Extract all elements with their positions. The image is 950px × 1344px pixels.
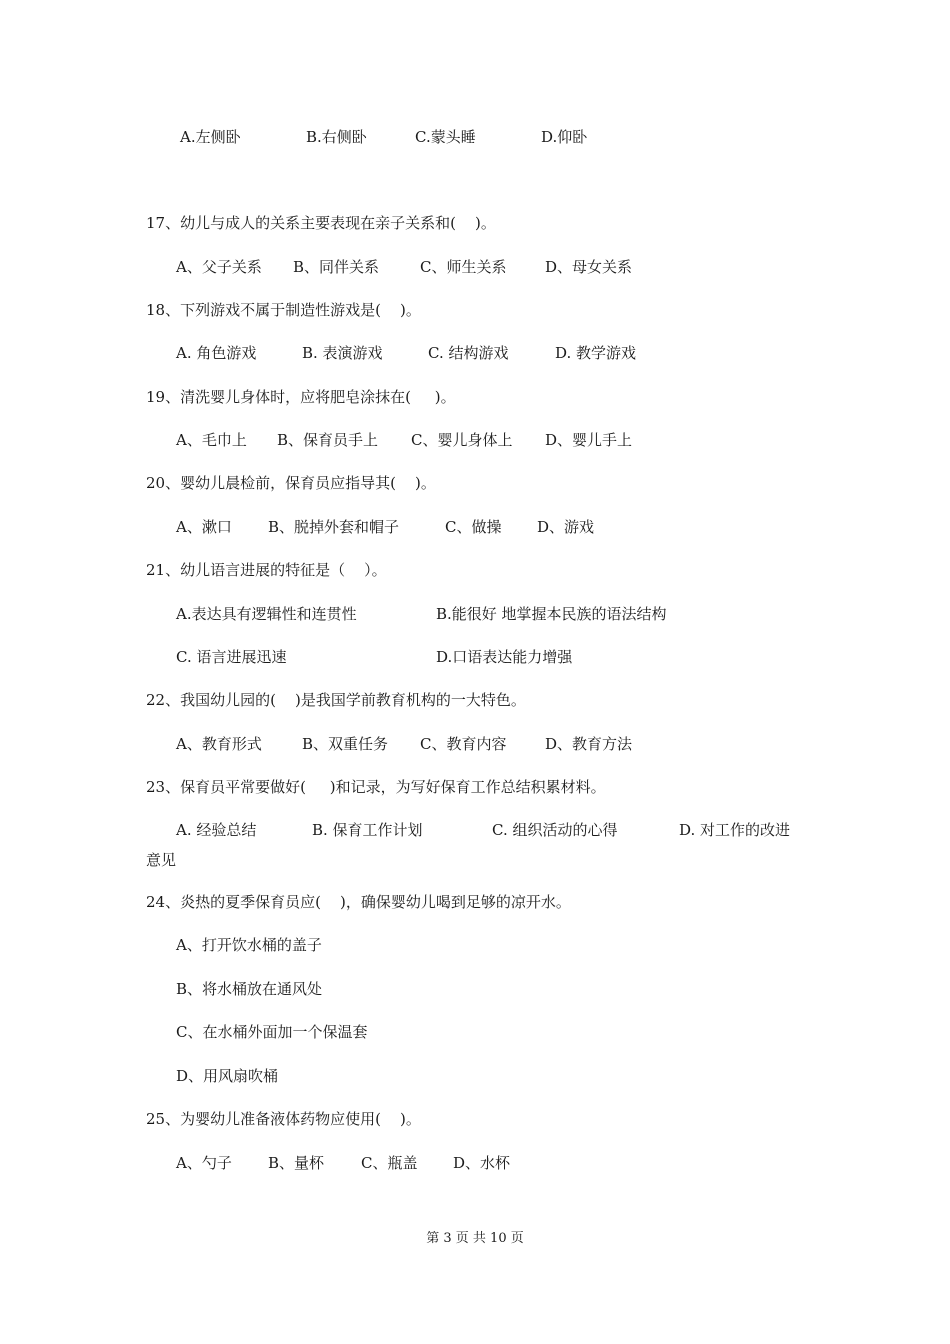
q25-option-c: C、瓶盖	[361, 1154, 418, 1172]
q21-option-b: B.能很好 地掌握本民族的语法结构	[436, 605, 667, 623]
q17-stem: 17、幼儿与成人的关系主要表现在亲子关系和( )。	[146, 214, 496, 232]
q25-option-b: B、量杯	[268, 1154, 325, 1172]
q22-stem: 22、我国幼儿园的( )是我国学前教育机构的一大特色。	[146, 691, 526, 709]
q17-option-d: D、母女关系	[545, 258, 633, 276]
q24-stem: 24、炎热的夏季保育员应( )，确保婴幼儿喝到足够的凉开水。	[146, 893, 571, 911]
q19-option-d: D、婴儿手上	[545, 431, 633, 449]
q23-stem: 23、保育员平常要做好( )和记录，为写好保育工作总结积累材料。	[146, 778, 606, 796]
q19-option-a: A、毛巾上	[176, 431, 247, 449]
q16-option-a: A.左侧卧	[180, 128, 241, 146]
q23-option-d: D. 对工作的改进	[679, 821, 791, 839]
q23-option-a: A. 经验总结	[176, 821, 257, 839]
q23-option-d-continuation: 意见	[146, 851, 177, 869]
q22-option-a: A、教育形式	[176, 735, 262, 753]
q18-stem: 18、下列游戏不属于制造性游戏是( )。	[146, 301, 421, 319]
q22-option-d: D、教育方法	[545, 735, 633, 753]
q21-option-a: A.表达具有逻辑性和连贯性	[176, 605, 357, 623]
q17-option-b: B、同伴关系	[293, 258, 380, 276]
q19-option-c: C、婴儿身体上	[411, 431, 513, 449]
q18-option-d: D. 教学游戏	[555, 344, 637, 362]
q17-option-c: C、师生关系	[420, 258, 507, 276]
page-number: 第 3 页 共 10 页	[426, 1231, 524, 1246]
page-footer	[0, 1230, 950, 1248]
q18-option-c: C. 结构游戏	[428, 344, 509, 362]
q25-option-a: A、勺子	[176, 1154, 232, 1172]
q22-option-b: B、双重任务	[302, 735, 389, 753]
q18-option-a: A. 角色游戏	[176, 344, 257, 362]
q16-option-b: B.右侧卧	[306, 128, 367, 146]
q21-option-d: D.口语表达能力增强	[436, 648, 573, 666]
q23-option-c: C. 组织活动的心得	[492, 821, 618, 839]
q20-option-c: C、做操	[445, 518, 502, 536]
q23-option-b: B. 保育工作计划	[312, 821, 423, 839]
q20-stem: 20、婴幼儿晨检前，保育员应指导其( )。	[146, 474, 436, 492]
q22-option-c: C、教育内容	[420, 735, 507, 753]
q21-stem: 21、幼儿语言进展的特征是（ ）。	[146, 561, 387, 579]
q25-option-d: D、水杯	[453, 1154, 511, 1172]
q17-option-a: A、父子关系	[176, 258, 262, 276]
q24-option-b: B、将水桶放在通风处	[176, 980, 323, 998]
q16-option-c: C.蒙头睡	[415, 128, 476, 146]
q16-option-d: D.仰卧	[541, 128, 588, 146]
q21-option-c: C. 语言进展迅速	[176, 648, 287, 666]
q20-option-b: B、脱掉外套和帽子	[268, 518, 400, 536]
q19-stem: 19、清洗婴儿身体时，应将肥皂涂抹在( )。	[146, 388, 456, 406]
q24-option-c: C、在水桶外面加一个保温套	[176, 1023, 368, 1041]
q20-option-d: D、游戏	[537, 518, 595, 536]
q24-option-a: A、打开饮水桶的盖子	[176, 936, 322, 954]
q18-option-b: B. 表演游戏	[302, 344, 383, 362]
q24-option-d: D、用风扇吹桶	[176, 1067, 279, 1085]
q20-option-a: A、漱口	[176, 518, 232, 536]
q25-stem: 25、为婴幼儿准备液体药物应使用( )。	[146, 1110, 421, 1128]
q19-option-b: B、保育员手上	[277, 431, 379, 449]
